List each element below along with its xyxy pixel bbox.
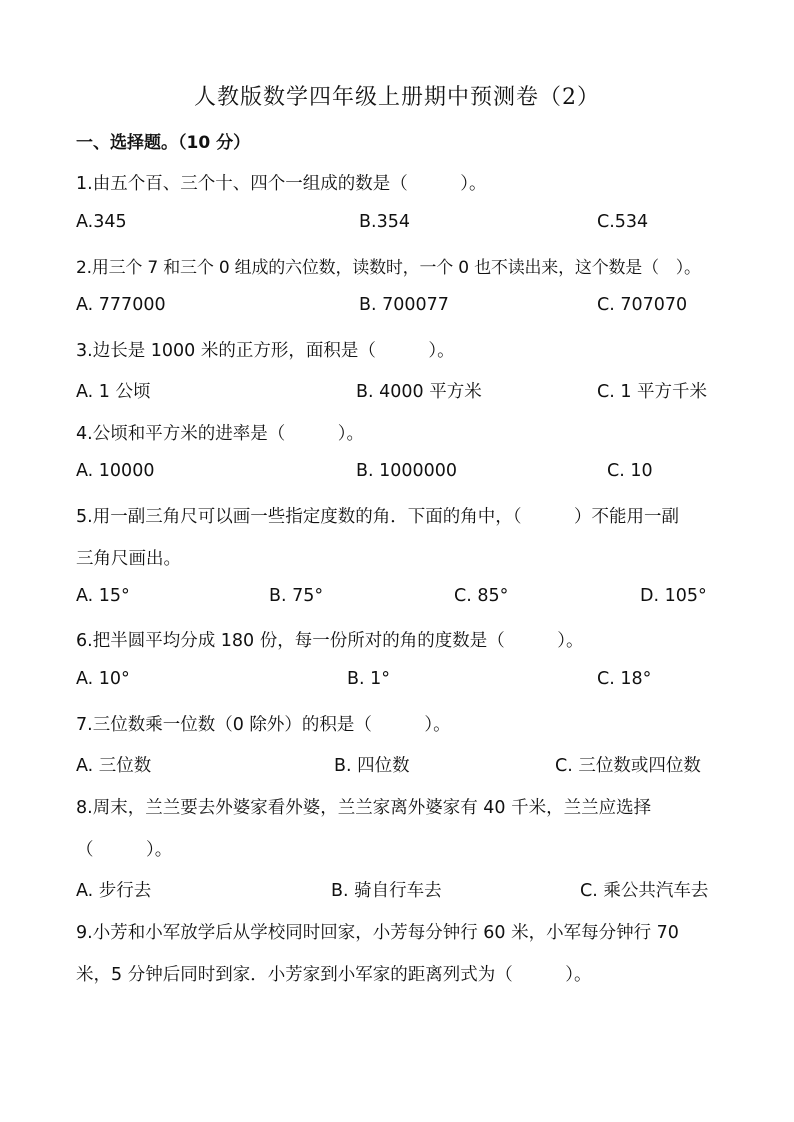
q2-option-a: A. 777000: [76, 295, 166, 315]
question-9-continued: 米，5 分钟后同时到家．小芳家到小军家的距离列式为（ ）。: [76, 965, 592, 985]
question-2: 2.用三个 7 和三个 0 组成的六位数，读数时，一个 0 也不读出来，这个数是（ ）。: [76, 258, 701, 278]
q1-option-a: A.345: [76, 212, 127, 232]
q5-option-b: B. 75°: [269, 586, 324, 606]
question-7: 7.三位数乘一位数（0 除外）的积是（ ）。: [76, 715, 451, 735]
page-title: 人教版数学四年级上册期中预测卷（2）: [194, 85, 600, 110]
q7-option-c: C. 三位数或四位数: [555, 756, 701, 776]
q7-option-a: A. 三位数: [76, 756, 152, 776]
q8-option-a: A. 步行去: [76, 881, 152, 901]
q4-option-c: C. 10: [607, 461, 653, 481]
q8-option-b: B. 骑自行车去: [331, 881, 442, 901]
q4-option-a: A. 10000: [76, 461, 155, 481]
q7-option-b: B. 四位数: [334, 756, 410, 776]
question-8-continued: （ ）。: [76, 840, 173, 860]
q3-option-c: C. 1 平方千米: [597, 382, 708, 402]
question-4: 4.公顷和平方米的进率是（ ）。: [76, 424, 364, 444]
q6-option-b: B. 1°: [347, 669, 391, 689]
question-8: 8.周末，兰兰要去外婆家看外婆，兰兰家离外婆家有 40 千米，兰兰应选择: [76, 798, 652, 818]
q5-option-d: D. 105°: [640, 586, 707, 606]
question-5-continued: 三角尺画出。: [76, 549, 181, 569]
q1-option-b: B.354: [359, 212, 410, 232]
q2-option-b: B. 700077: [359, 295, 449, 315]
question-6: 6.把半圆平均分成 180 份，每一份所对的角的度数是（ ）。: [76, 631, 584, 651]
q1-option-c: C.534: [597, 212, 649, 232]
question-3: 3.边长是 1000 米的正方形，面积是（ ）。: [76, 341, 455, 361]
question-9: 9.小芳和小军放学后从学校同时回家，小芳每分钟行 60 米，小军每分钟行 70: [76, 923, 679, 943]
section-heading-choice: 一、选择题。（10 分）: [76, 133, 251, 153]
question-1: 1.由五个百、三个十、四个一组成的数是（ ）。: [76, 174, 487, 194]
question-5: 5.用一副三角尺可以画一些指定度数的角．下面的角中，（ ）不能用一副: [76, 507, 679, 527]
q6-option-c: C. 18°: [597, 669, 652, 689]
q4-option-b: B. 1000000: [356, 461, 458, 481]
q3-option-b: B. 4000 平方米: [356, 382, 482, 402]
q6-option-a: A. 10°: [76, 669, 130, 689]
q5-option-c: C. 85°: [454, 586, 509, 606]
q5-option-a: A. 15°: [76, 586, 130, 606]
q8-option-c: C. 乘公共汽车去: [580, 881, 709, 901]
q3-option-a: A. 1 公顷: [76, 382, 151, 402]
q2-option-c: C. 707070: [597, 295, 688, 315]
